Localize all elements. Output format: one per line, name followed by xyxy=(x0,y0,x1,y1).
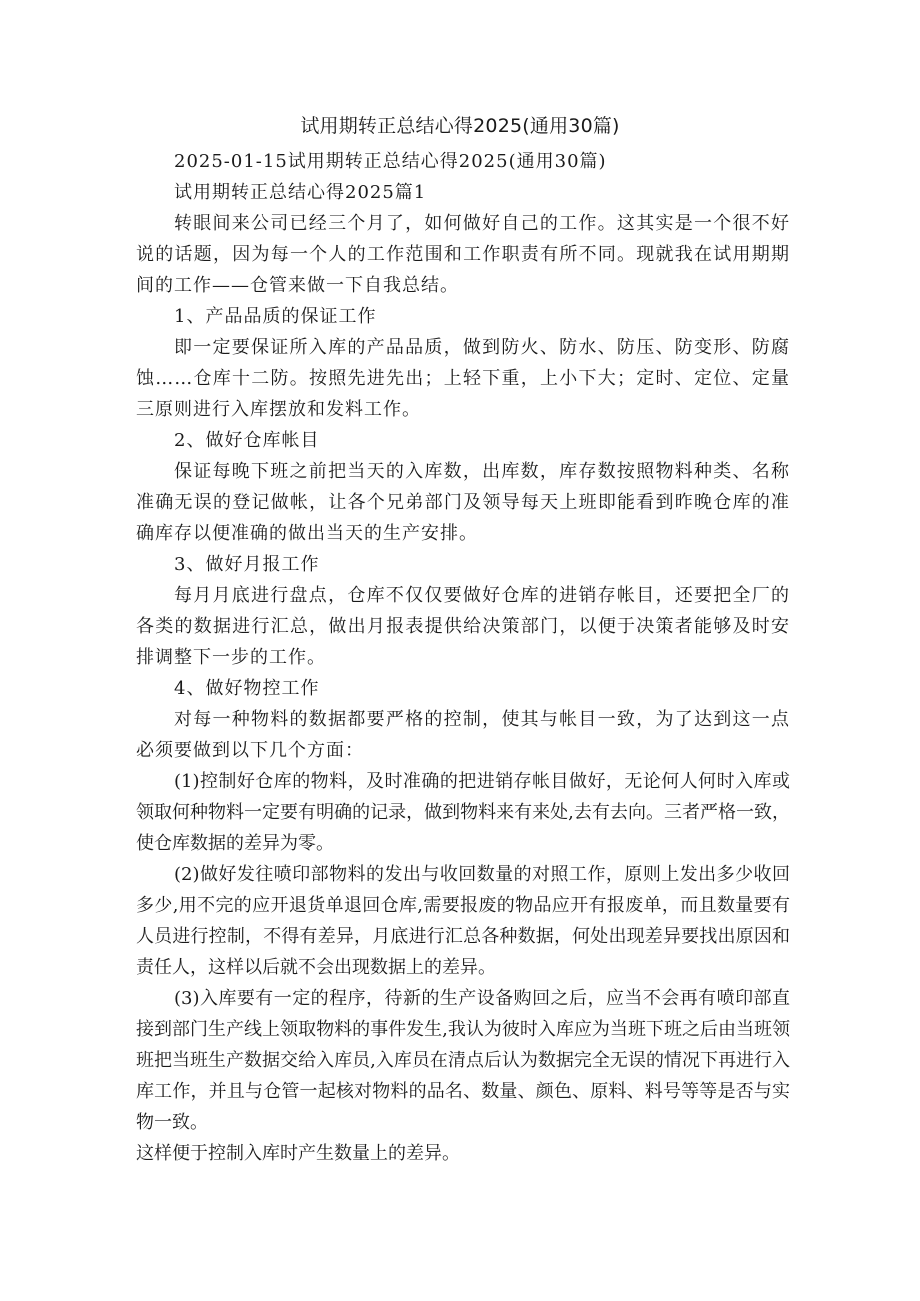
paragraph: 对每一种物料的数据都要严格的控制，使其与帐目一致，为了达到这一点必须要做到以下几个方面： xyxy=(136,709,790,761)
list-item: (1)控制好仓库的物料，及时准确的把进销存帐目做好，无论何人何时入库或领取何种物料一定要有明确的记录，做到物料来有来处,去有去向。三者严格一致，使仓库数据的差异为零。 xyxy=(136,771,790,854)
subheading: 2、做好仓库帐目 xyxy=(174,430,320,451)
date-line: 2025-01-15试用期转正总结心得2025(通用30篇) xyxy=(174,151,607,172)
paragraph: 即一定要保证所入库的产品品质，做到防火、防水、防压、防变形、防腐蚀……仓库十二防。按照先进先出；上轻下重，上小下大；定时、定位、定量三原则进行入库摆放和发料工作。 xyxy=(136,337,790,420)
paragraph: 保证每晚下班之前把当天的入库数，出库数，库存数按照物料种类、名称准确无误的登记做帐，让各个兄弟部门及领导每天上班即能看到昨晚仓库的准确库存以便准确的做出当天的生产安排。 xyxy=(136,461,790,544)
document-title: 试用期转正总结心得2025(通用30篇) xyxy=(300,115,620,137)
list-item: (3)入库要有一定的程序，待新的生产设备购回之后，应当不会再有喷印部直接到部门生产线上领取物料的事件发生,我认为彼时入库应为当班下班之后由当班领班把当班生产数据交给入库员,入库员在清点后认为数据完全无误的情况下再进行入库工作，并且与仓管一起核对物料的品名、数量、颜色、原料、料号等等是否与实物一致。 xyxy=(136,988,790,1133)
subheading: 3、做好月报工作 xyxy=(174,554,320,575)
subheading: 4、做好物控工作 xyxy=(174,678,320,699)
list-item: (2)做好发往喷印部物料的发出与收回数量的对照工作，原则上发出多少收回多少,用不完的应开退货单退回仓库,需要报废的物品应开有报废单，而且数量要有人员进行控制，不得有差异，月底进行汇总各种数据，何处出现差异要找出原因和责任人，这样以后就不会出现数据上的差异。 xyxy=(136,864,790,978)
paragraph: 每月月底进行盘点，仓库不仅仅要做好仓库的进销存帐目，还要把全厂的各类的数据进行汇总，做出月报表提供给决策部门，以便于决策者能够及时安排调整下一步的工作。 xyxy=(136,585,790,668)
document-body xyxy=(136,146,790,1169)
subheading: 1、产品品质的保证工作 xyxy=(174,306,377,327)
closing-line: 这样便于控制入库时产生数量上的差异。 xyxy=(136,1143,460,1164)
section-heading: 试用期转正总结心得2025篇1 xyxy=(174,182,427,203)
paragraph: 转眼间来公司已经三个月了，如何做好自己的工作。这其实是一个很不好说的话题，因为每一个人的工作范围和工作职责有所不同。现就我在试用期期间的工作——仓管来做一下自我总结。 xyxy=(136,213,790,296)
